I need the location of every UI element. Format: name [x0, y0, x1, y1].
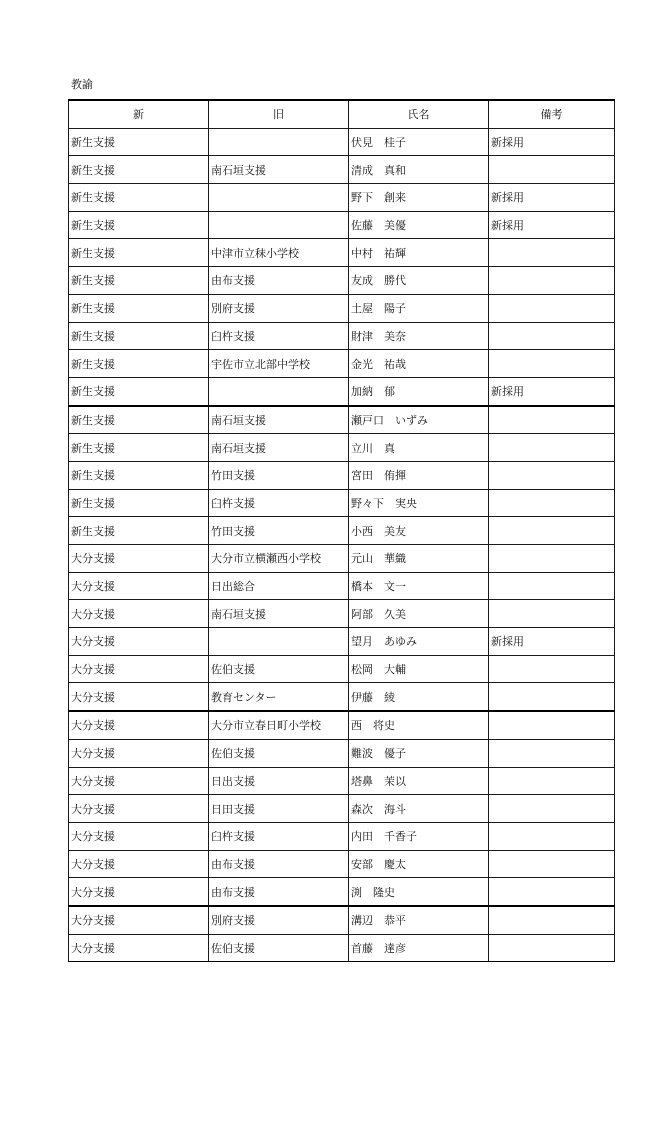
- cell-old: 南石垣支援: [209, 156, 349, 184]
- cell-old: 南石垣支援: [209, 434, 349, 462]
- cell-note: [489, 600, 615, 628]
- cell-new: 大分支援: [69, 711, 209, 739]
- cell-note: [489, 350, 615, 378]
- transfer-table: [68, 99, 615, 962]
- table-row: [69, 822, 615, 850]
- cell-old: 南石垣支援: [209, 406, 349, 434]
- table-row: [69, 767, 615, 795]
- cell-name: 宮田 侑揮: [349, 461, 489, 489]
- cell-note: [489, 934, 615, 962]
- cell-new: 新生支援: [69, 434, 209, 462]
- table-row: [69, 377, 615, 405]
- cell-old: 日出支援: [209, 767, 349, 795]
- cell-note: [489, 294, 615, 322]
- cell-note: [489, 683, 615, 711]
- cell-old: [209, 128, 349, 156]
- table-row: [69, 406, 615, 434]
- cell-note: [489, 767, 615, 795]
- cell-old: [209, 184, 349, 212]
- cell-note: [489, 711, 615, 739]
- cell-old: 由布支援: [209, 878, 349, 906]
- table-row: [69, 517, 615, 545]
- cell-old: 教育センター: [209, 683, 349, 711]
- cell-note: [489, 739, 615, 767]
- cell-new: 大分支援: [69, 655, 209, 683]
- cell-new: 大分支援: [69, 906, 209, 934]
- cell-name: 清成 真和: [349, 156, 489, 184]
- cell-new: 大分支援: [69, 683, 209, 711]
- cell-note: 新採用: [489, 377, 615, 405]
- table-row: [69, 128, 615, 156]
- table-row: [69, 267, 615, 295]
- cell-name: 首藤 達彦: [349, 934, 489, 962]
- cell-new: 大分支援: [69, 850, 209, 878]
- cell-note: [489, 322, 615, 350]
- cell-name: 中村 祐輝: [349, 239, 489, 267]
- cell-new: 新生支援: [69, 461, 209, 489]
- table-row: [69, 850, 615, 878]
- table-row: [69, 628, 615, 656]
- header-old: 旧: [209, 100, 349, 128]
- cell-name: 難波 優子: [349, 739, 489, 767]
- cell-name: 森次 海斗: [349, 795, 489, 823]
- header-note: 備考: [489, 100, 615, 128]
- cell-new: 新生支援: [69, 350, 209, 378]
- table-row: [69, 878, 615, 906]
- cell-name: 野下 創来: [349, 184, 489, 212]
- cell-old: [209, 377, 349, 405]
- cell-note: [489, 878, 615, 906]
- cell-name: 西 将史: [349, 711, 489, 739]
- cell-new: 新生支援: [69, 239, 209, 267]
- cell-name: 財津 美奈: [349, 322, 489, 350]
- table-row: [69, 600, 615, 628]
- cell-old: 竹田支援: [209, 461, 349, 489]
- table-row: [69, 655, 615, 683]
- cell-old: 由布支援: [209, 850, 349, 878]
- cell-note: [489, 406, 615, 434]
- table-row: [69, 322, 615, 350]
- cell-new: 新生支援: [69, 489, 209, 517]
- cell-old: 日田支援: [209, 795, 349, 823]
- table-row: [69, 739, 615, 767]
- cell-new: 新生支援: [69, 211, 209, 239]
- table-row: [69, 294, 615, 322]
- cell-old: 別府支援: [209, 294, 349, 322]
- cell-new: 大分支援: [69, 795, 209, 823]
- cell-note: [489, 906, 615, 934]
- cell-name: 元山 華織: [349, 545, 489, 573]
- cell-new: 新生支援: [69, 406, 209, 434]
- cell-note: 新採用: [489, 184, 615, 212]
- header-new: 新: [69, 100, 209, 128]
- cell-note: [489, 795, 615, 823]
- cell-name: 友成 勝代: [349, 267, 489, 295]
- cell-name: 瀬戸口 いずみ: [349, 406, 489, 434]
- cell-old: 佐伯支援: [209, 934, 349, 962]
- table-row: [69, 239, 615, 267]
- cell-name: 渕 隆史: [349, 878, 489, 906]
- cell-note: [489, 517, 615, 545]
- cell-note: [489, 239, 615, 267]
- table-row: [69, 156, 615, 184]
- table-row: [69, 184, 615, 212]
- cell-name: 小西 美友: [349, 517, 489, 545]
- cell-note: [489, 572, 615, 600]
- table-header: [69, 100, 615, 128]
- cell-new: 大分支援: [69, 545, 209, 573]
- cell-note: [489, 267, 615, 295]
- cell-note: [489, 850, 615, 878]
- table-row: [69, 906, 615, 934]
- cell-old: 佐伯支援: [209, 739, 349, 767]
- cell-old: 日出総合: [209, 572, 349, 600]
- cell-note: 新採用: [489, 128, 615, 156]
- cell-old: 宇佐市立北部中学校: [209, 350, 349, 378]
- table-row: [69, 934, 615, 962]
- cell-note: [489, 434, 615, 462]
- section-label: 教諭: [71, 78, 93, 91]
- table-row: [69, 461, 615, 489]
- cell-old: 大分市立春日町小学校: [209, 711, 349, 739]
- cell-name: 佐藤 美優: [349, 211, 489, 239]
- cell-old: 中津市立秣小学校: [209, 239, 349, 267]
- cell-name: 加納 郁: [349, 377, 489, 405]
- cell-new: 新生支援: [69, 294, 209, 322]
- cell-new: 大分支援: [69, 572, 209, 600]
- cell-name: 阿部 久美: [349, 600, 489, 628]
- cell-name: 塔鼻 茉以: [349, 767, 489, 795]
- table-row: [69, 434, 615, 462]
- table-row: [69, 572, 615, 600]
- cell-name: 立川 真: [349, 434, 489, 462]
- cell-old: 大分市立横瀬西小学校: [209, 545, 349, 573]
- cell-name: 内田 千香子: [349, 822, 489, 850]
- cell-old: 南石垣支援: [209, 600, 349, 628]
- cell-new: 新生支援: [69, 377, 209, 405]
- header-name: 氏名: [349, 100, 489, 128]
- table-row: [69, 683, 615, 711]
- cell-note: [489, 655, 615, 683]
- table-row: [69, 489, 615, 517]
- cell-name: 安部 慶太: [349, 850, 489, 878]
- cell-old: 別府支援: [209, 906, 349, 934]
- cell-new: 新生支援: [69, 184, 209, 212]
- table-row: [69, 211, 615, 239]
- cell-old: 臼杵支援: [209, 322, 349, 350]
- cell-name: 金光 祐哉: [349, 350, 489, 378]
- table-body: [69, 128, 615, 962]
- cell-note: [489, 156, 615, 184]
- table-row: [69, 711, 615, 739]
- cell-note: [489, 545, 615, 573]
- cell-old: 竹田支援: [209, 517, 349, 545]
- cell-name: 伏見 桂子: [349, 128, 489, 156]
- cell-name: 溝辺 恭平: [349, 906, 489, 934]
- cell-note: [489, 461, 615, 489]
- cell-old: 臼杵支援: [209, 489, 349, 517]
- cell-new: 大分支援: [69, 739, 209, 767]
- cell-note: 新採用: [489, 211, 615, 239]
- cell-old: 臼杵支援: [209, 822, 349, 850]
- cell-name: 土屋 陽子: [349, 294, 489, 322]
- cell-new: 大分支援: [69, 822, 209, 850]
- cell-new: 大分支援: [69, 767, 209, 795]
- table-row: [69, 350, 615, 378]
- cell-new: 大分支援: [69, 628, 209, 656]
- cell-note: 新採用: [489, 628, 615, 656]
- cell-name: 野々下 実央: [349, 489, 489, 517]
- cell-note: [489, 489, 615, 517]
- cell-new: 新生支援: [69, 517, 209, 545]
- table-row: [69, 545, 615, 573]
- cell-old: 由布支援: [209, 267, 349, 295]
- cell-new: 大分支援: [69, 600, 209, 628]
- cell-new: 新生支援: [69, 156, 209, 184]
- cell-old: 佐伯支援: [209, 655, 349, 683]
- cell-new: 新生支援: [69, 322, 209, 350]
- table-row: [69, 795, 615, 823]
- cell-new: 新生支援: [69, 128, 209, 156]
- cell-old: [209, 211, 349, 239]
- cell-old: [209, 628, 349, 656]
- cell-note: [489, 822, 615, 850]
- cell-name: 松岡 大輔: [349, 655, 489, 683]
- cell-name: 橋本 文一: [349, 572, 489, 600]
- cell-name: 望月 あゆみ: [349, 628, 489, 656]
- cell-new: 大分支援: [69, 934, 209, 962]
- cell-new: 新生支援: [69, 267, 209, 295]
- cell-name: 伊藤 綾: [349, 683, 489, 711]
- cell-new: 大分支援: [69, 878, 209, 906]
- header-row: [69, 100, 615, 128]
